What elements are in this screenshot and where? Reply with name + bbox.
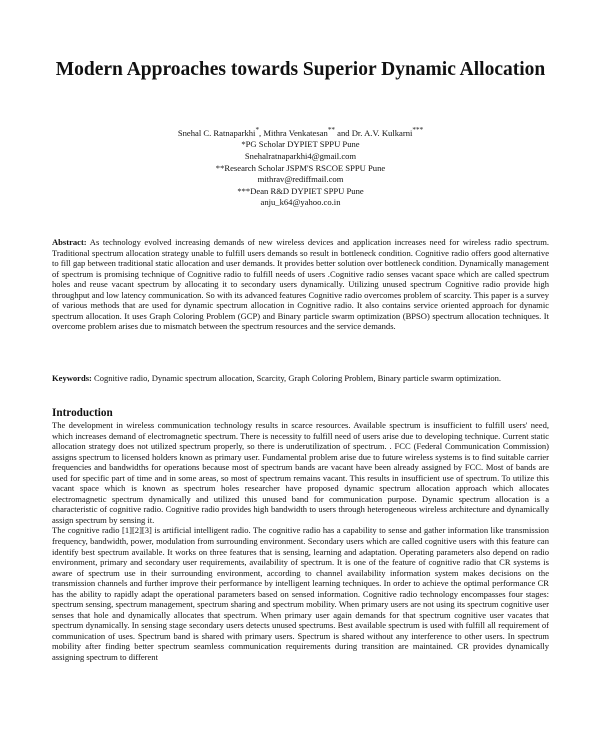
- keywords-label: Keywords:: [52, 373, 92, 383]
- abstract-label: Abstract:: [52, 237, 87, 247]
- keywords-text: Cognitive radio, Dynamic spectrum allocation, Scarcity, Graph Coloring Problem, Binary particle swarm optimization.: [91, 373, 502, 383]
- introduction-body: [52, 420, 549, 663]
- author-mark-2: **: [327, 126, 335, 134]
- affiliation-3: ***Dean R&D DYPIET SPPU Pune: [237, 185, 364, 196]
- author-name-1: Snehal C. Ratnaparkhi: [177, 127, 256, 138]
- affiliation-2: **Research Scholar JSPM'S RSCOE SPPU Pune: [215, 162, 386, 173]
- author-block: [52, 125, 549, 209]
- affiliation-1: *PG Scholar DYPIET SPPU Pune: [241, 139, 360, 150]
- intro-paragraph-1: The development in wireless communication technology results in scarce resources. Available spectrum is insufficient to fulfill users' need, which increases demand of electromagnetic spectrum. There is necessity to fulfill need of users arise due to developing technique. Current static allocation strategy does not utilized spectrum properly, so there is underutilization of spectrum. . FCC (Federal Communication Commission) assigns spectrum to licensed holders known as primary user. Fundamental problem arise due to future wireless systems is to find suitable carrier frequencies and bandwidths for operations because most of spectrum bands are vacant have been already assigned by FCC. Most of bands are used for specific part of time and in some areas, so most of spectrum remains vacant. This results in insufficient use of spectrum. To utilize this vacant space which is known as spectrum holes researcher have proposed dynamic spectrum allocation approach which allocates electromagnetic spectrum dynamically and utilized this unused band for communication purpose. Dynamic spectrum allocation is a characteristic of cognitive radio. Cognitive radio provides high bandwidth to users through heterogeneous wireless architecture and dynamically assign spectrum by sensing it.: [52, 420, 549, 525]
- author-mark-1: *: [255, 126, 260, 134]
- author-name-2: , Mithra Venkatesan: [259, 127, 328, 138]
- author-name-3: and Dr. A.V. Kulkarni: [334, 127, 413, 138]
- email-2: mithrav@rediffmail.com: [257, 174, 344, 185]
- email-3: anju_k64@yahoo.co.in: [260, 197, 341, 208]
- abstract-text: As technology evolved increasing demands of new wireless devices and application increases need for wireless radio spectrum. Traditional spectrum allocation strategy unable to fulfill users demands so result in bottleneck condition. Cognitive radio offers good alternative to fill gap between traditional static allocation and user demands. It provides better solution over bottleneck condition. Dynamically management of spectrum is promising technique of Cognitive radio to fulfill needs of users .Cognitive radio senses vacant space which are called spectrum holes and reuse vacant spectrum by allocating it to secondary users dynamically. Utilizing unused spectrum Cognitive radio provide high throughput and low latency communication. So with its advanced features Cognitive radio overcomes problem of scarcity. This paper is a survey of various methods that are used for dynamic spectrum allocation in Cognitive radio. It also contains service oriented approach for dynamic spectrum allocation. It uses Graph Coloring Problem (GCP) and Binary particle swarm optimization (BPSO) spectrum allocation techniques. It overcome problem arises due to mismatch between the spectrum resources and the service demands.: [52, 237, 549, 332]
- author-mark-3: ***: [412, 126, 424, 134]
- paper-title: Modern Approaches towards Superior Dynamic Allocation: [55, 59, 546, 80]
- section-heading-introduction: Introduction: [52, 407, 113, 419]
- keywords: [52, 373, 549, 384]
- intro-paragraph-2: The cognitive radio [1][2][3] is artificial intelligent radio. The cognitive radio has a capability to sense and gather information like transmission frequency, bandwidth, power, modulation from surrounding environment. Secondary users which are called cognitive users with this feature can identify best spectrum available. It works on three features that is sensing, learning and adaptation. Operating parameters also depend on radio environment, primary and secondary user requirements, availability of spectrum. It is one of the feature of cognitive radio that CR systems is aware of spectrum use in their surrounding environment, according to channel availability information system makes decisions on the transmission channels and further improve their performance by intelligent learning techniques. In order to achieve the optimal performance CR has the ability to rapidly adapt the operational parameters based on sensed information. Cognitive radio technology encompasses four stages: spectrum sensing, spectrum management, spectrum sharing and spectrum mobility. When primary users are not using its spectrum cognitive user senses that hole and dynamically allocates that spectrum. When primary user again demands for that spectrum cognitive user vacates that spectrum dynamically. In sensing stage secondary users detects unused spectrums. Best available spectrum is used with fulfill all requirement of communication of uses. Spectrum band is shared with primary users. Spectrum is shared without any interference to other users. In spectrum mobility after finding better spectrum seamless communication requirements during transition are maintained. CR provides dynamically assigning spectrum to different: [52, 525, 549, 663]
- email-1: Snehalratnaparkhi4@gmail.com: [244, 151, 357, 162]
- abstract: [52, 237, 549, 332]
- author-names: [52, 125, 549, 139]
